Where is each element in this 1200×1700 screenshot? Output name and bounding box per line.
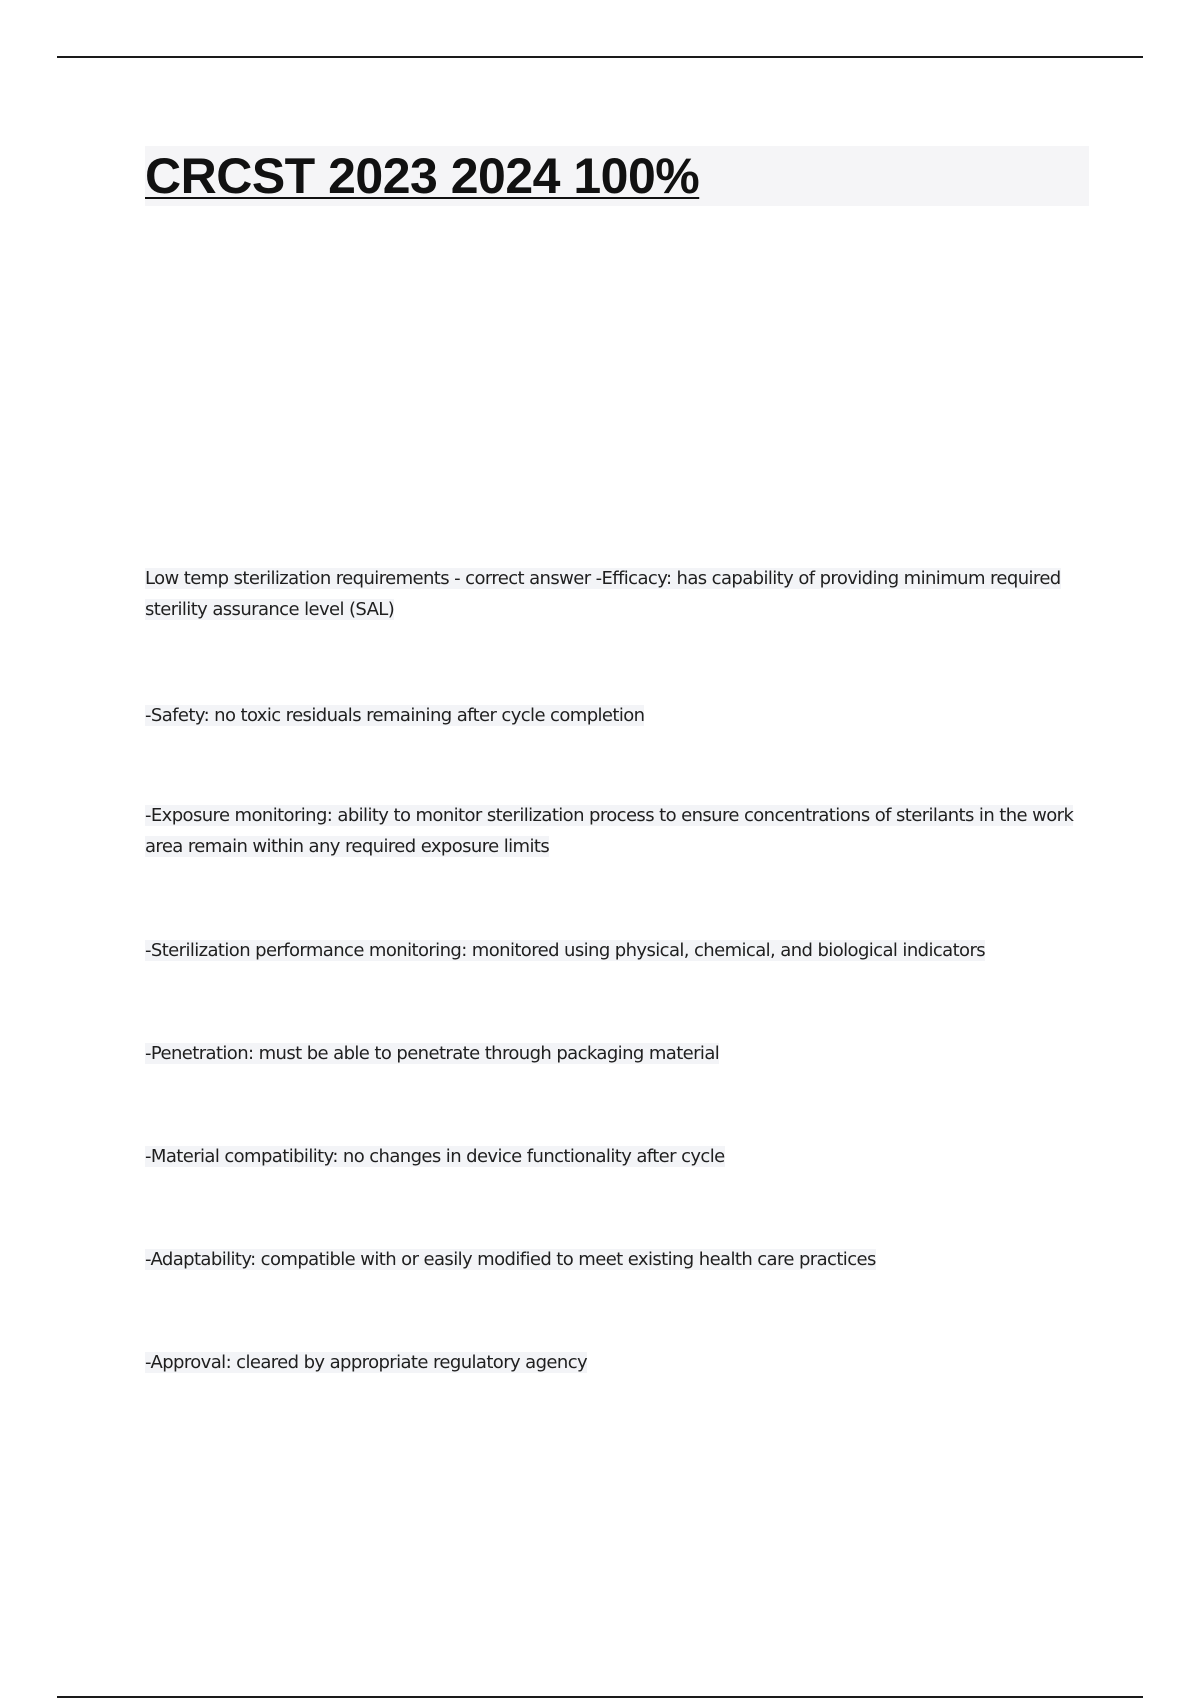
entry-performance-monitoring <box>145 935 985 966</box>
entry-safety <box>145 700 644 731</box>
bottom-rule <box>57 1696 1143 1698</box>
entry-material-compatibility <box>145 1141 725 1172</box>
document-title: CRCST 2023 2024 100% <box>145 148 700 204</box>
entry-text: -Material compatibility: no changes in device functionality after cycle <box>145 1146 725 1167</box>
entry-adaptability <box>145 1244 876 1275</box>
entry-penetration <box>145 1038 719 1069</box>
entry-text: -Safety: no toxic residuals remaining after cycle completion <box>145 705 645 726</box>
top-rule <box>57 56 1143 58</box>
entry-exposure-monitoring <box>145 800 1085 862</box>
entry-text: -Approval: cleared by appropriate regulatory agency <box>145 1352 588 1373</box>
entry-text: -Penetration: must be able to penetrate through packaging material <box>145 1043 720 1064</box>
entry-approval <box>145 1347 587 1378</box>
entry-text: -Exposure monitoring: ability to monitor sterilization process to ensure concentrations of sterilants in the work area remain within any required exposure limits <box>145 805 1074 857</box>
entry-text: -Sterilization performance monitoring: monitored using physical, chemical, and biological indicators <box>145 940 986 961</box>
entry-text: -Adaptability: compatible with or easily modified to meet existing health care practices <box>145 1249 876 1270</box>
entry-low-temp-requirements <box>145 563 1065 625</box>
entry-text: Low temp sterilization requirements - correct answer -Efficacy: has capability of providing minimum required sterility assurance level (SAL) <box>145 568 1061 620</box>
